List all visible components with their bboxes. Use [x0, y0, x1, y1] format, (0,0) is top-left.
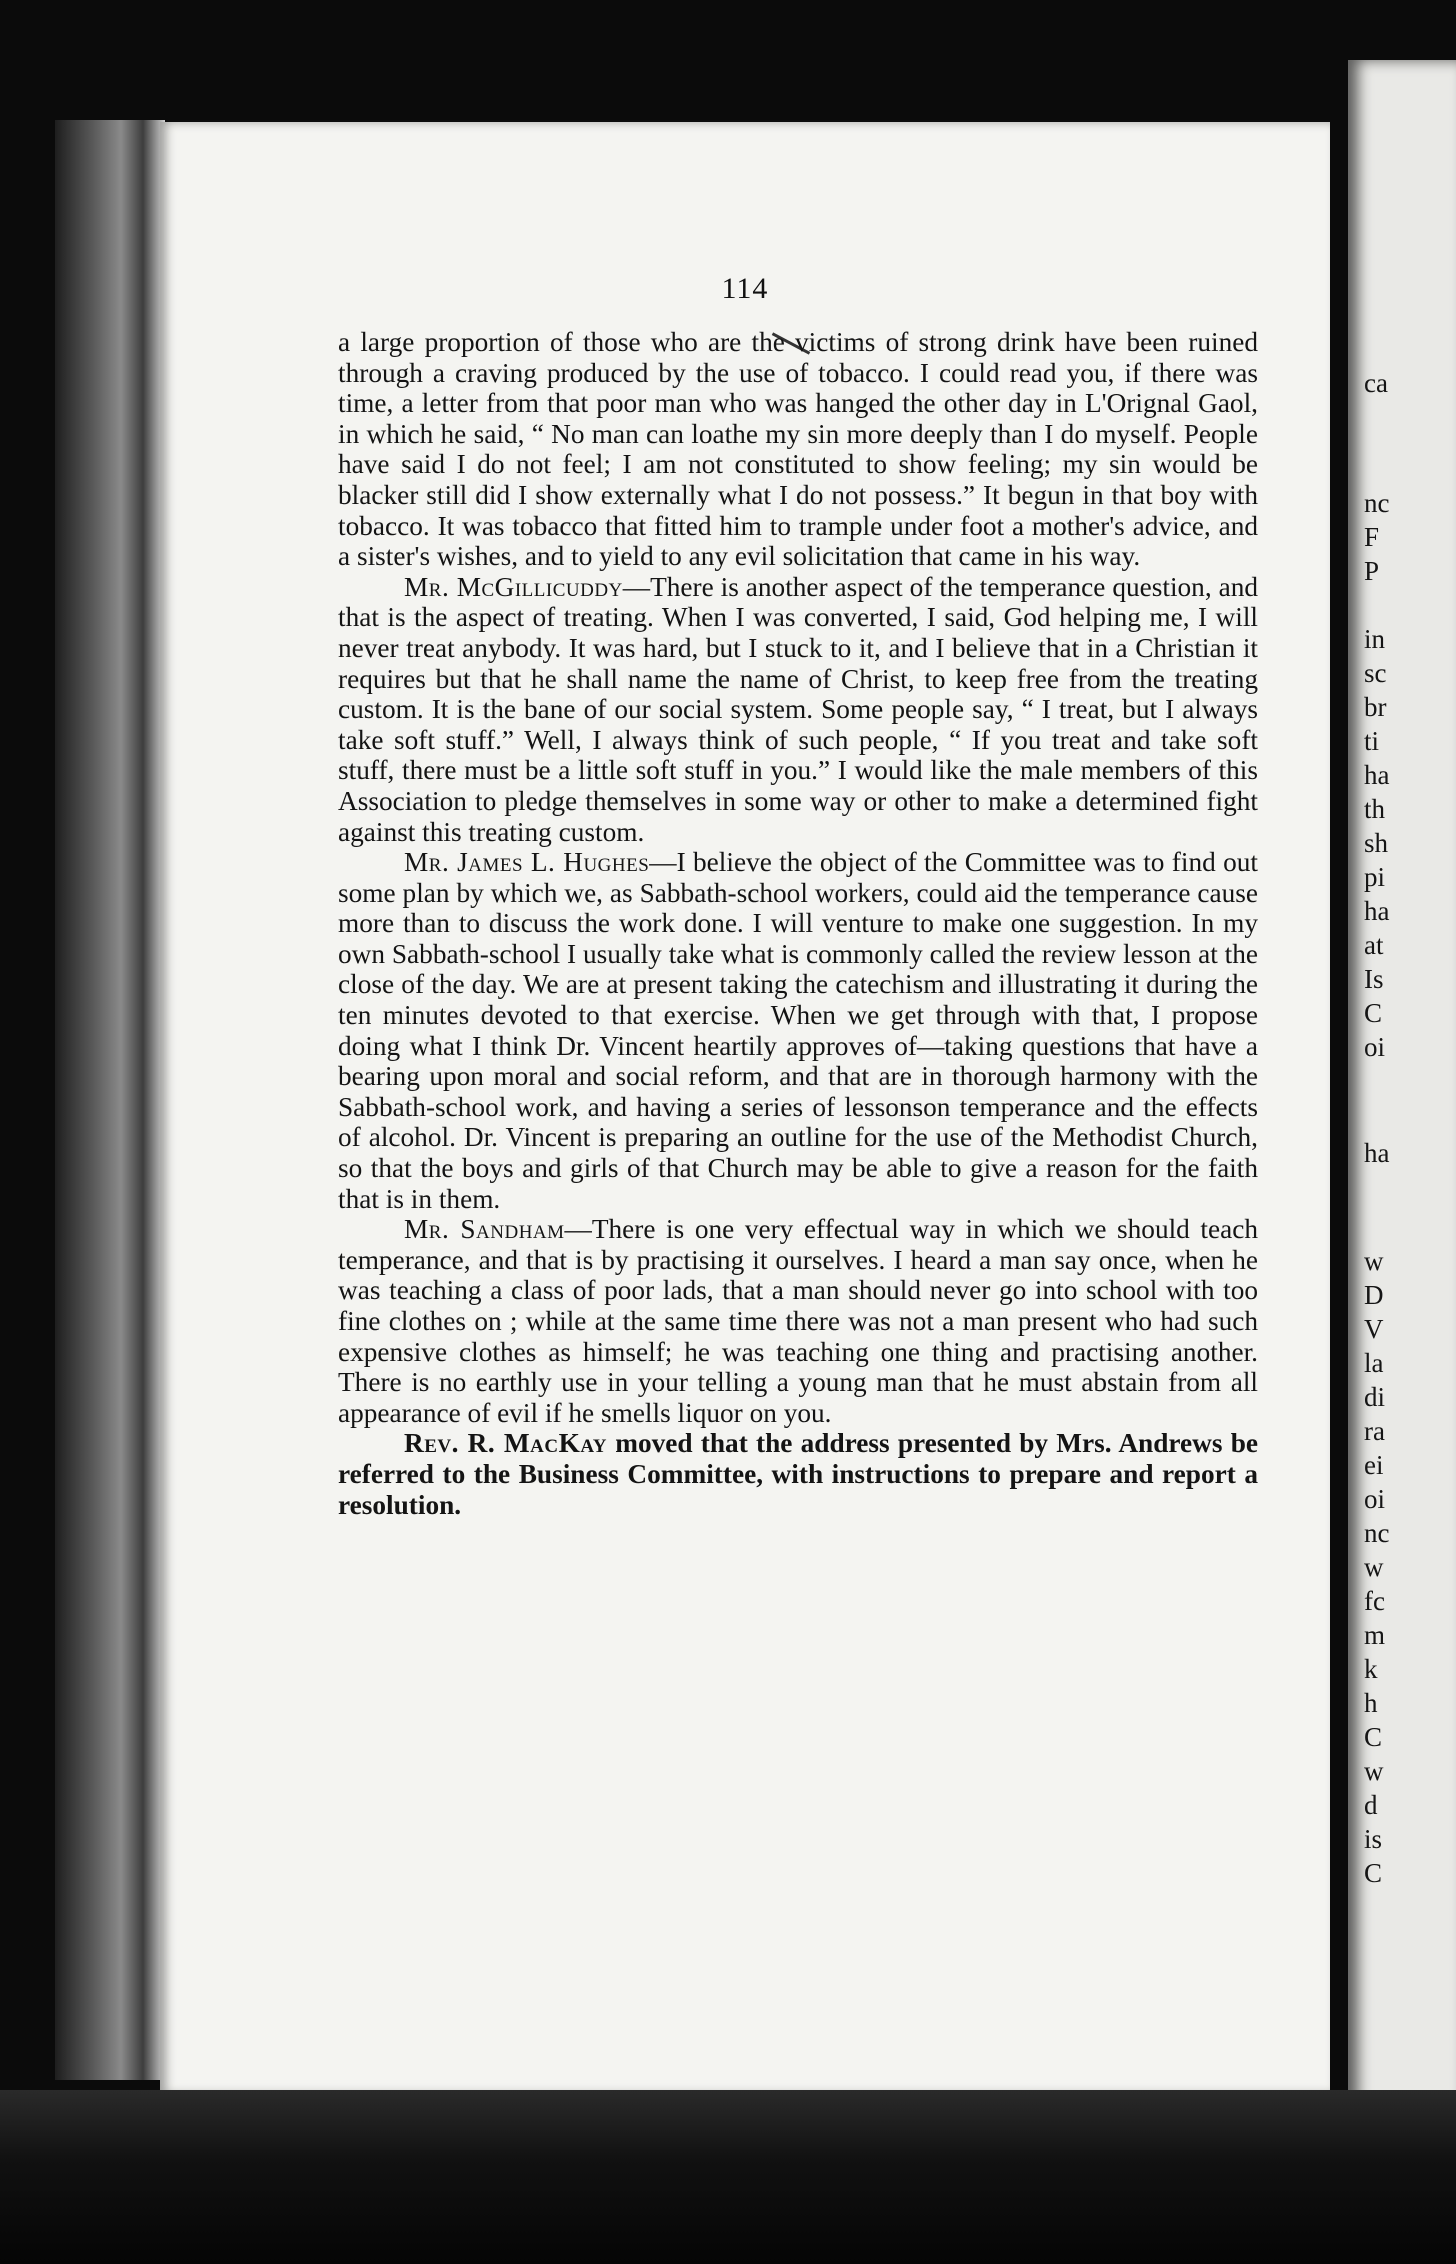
speaker-name: Rev. R. MacKay	[404, 1428, 608, 1459]
adjacent-page-fragment: w	[1364, 1756, 1384, 1786]
paragraph-text: moved that the address presented by Mrs. Andrews be referred to the Business Committee, with instructions to prepare and report a resolution.	[338, 1428, 1258, 1520]
adjacent-page-fragment: pi	[1364, 862, 1386, 892]
speaker-name: Mr. Sandham	[404, 1214, 565, 1245]
adjacent-page-fragment: w	[1364, 1552, 1384, 1582]
paragraph-mackay-motion	[338, 1428, 1258, 1520]
adjacent-page-fragment: is	[1364, 1824, 1383, 1854]
adjacent-page-fragment: oi	[1364, 1484, 1386, 1514]
adjacent-page-fragment: ca	[1364, 368, 1388, 398]
adjacent-page-fragment: di	[1364, 1382, 1386, 1412]
adjacent-page-fragment: ha	[1364, 896, 1390, 926]
adjacent-page-fragment: at	[1364, 930, 1384, 960]
paragraph-text: —There is another aspect of the temperance question, and that is the aspect of treating. When I was converted, I said, God helping me, I will never treat anybody. It was hard, but I stuck to it, and I believe that in a Christian it requires but that he shall name the name of Christ, to keep free from the treating custom. It is the bane of our social system. Some people say, “ I treat, but I always take soft stuff.” Well, I always think of such people, “ If you treat and take soft stuff, there must be a little soft stuff in you.” I would like the male members of this Association to pledge themselves in some way or other to make a determined fight against this treating custom.	[338, 571, 1258, 847]
adjacent-page-fragment: V	[1364, 1314, 1384, 1344]
paragraph-1	[338, 327, 1258, 572]
speaker-name: Mr. McGillicuddy	[404, 571, 623, 602]
adjacent-page-fragment: sc	[1364, 658, 1387, 688]
adjacent-page-fragment: fc	[1364, 1586, 1385, 1616]
adjacent-page-fragment: ei	[1364, 1450, 1384, 1480]
adjacent-page-fragment: d	[1364, 1790, 1378, 1820]
speaker-name: Mr. James L. Hughes	[404, 847, 650, 878]
adjacent-page-fragment: ha	[1364, 1138, 1390, 1168]
adjacent-page-fragment: ti	[1364, 726, 1380, 756]
adjacent-page-fragment: ha	[1364, 760, 1390, 790]
adjacent-page-fragment: sh	[1364, 828, 1389, 858]
adjacent-page-fragment: in	[1364, 624, 1386, 654]
adjacent-page-fragment: h	[1364, 1688, 1378, 1718]
book-spine-edge	[55, 120, 165, 2080]
adjacent-page-fragment: C	[1364, 1858, 1383, 1888]
paragraph-sandham	[338, 1214, 1258, 1428]
book-page	[160, 122, 1330, 2094]
paragraph-text: —There is one very effectual way in which we should teach temperance, and that is by practising it ourselves. I heard a man say once, when he was teaching a class of poor lads, that a man should never go into school with too fine clothes on ; while at the same time there was not a man present who had such expensive clothes as himself; he was teaching one thing and practising another. There is no earthly use in your telling a young man that he must abstain from all appearance of evil if he smells liquor on you.	[338, 1214, 1258, 1428]
adjacent-page-fragment: w	[1364, 1246, 1384, 1276]
scan-background	[0, 2090, 1456, 2264]
adjacent-page	[1348, 60, 1456, 2120]
paragraph-hughes	[338, 847, 1258, 1214]
adjacent-page-fragment: k	[1364, 1654, 1378, 1684]
adjacent-page-fragment: la	[1364, 1348, 1384, 1378]
paragraph-text: a large proportion of those who are the victims of strong drink have been ruined through a craving produced by the use of tobacco. I could read you, if there was time, a letter from that poor man who was hanged the other day in L'Orignal Gaol, in which he said, “ No man can loathe my sin more deeply than I do myself. People have said I do not feel; I am not constituted to show feeling; my sin would be blacker still did I show externally what I do not possess.” It begun in that boy with tobacco. It was tobacco that fitted him to trample under foot a mother's advice, and a sister's wishes, and to yield to any evil solicitation that came in his way.	[338, 327, 1258, 572]
adjacent-page-fragment: nc	[1364, 1518, 1390, 1548]
adjacent-page-fragment: D	[1364, 1280, 1384, 1310]
paragraph-mcgillicuddy	[338, 572, 1258, 847]
adjacent-page-fragment: C	[1364, 1722, 1383, 1752]
adjacent-page-fragment: br	[1364, 692, 1387, 722]
adjacent-page-fragment: Is	[1364, 964, 1384, 994]
adjacent-page-fragment: ra	[1364, 1416, 1385, 1446]
adjacent-page-fragment: th	[1364, 794, 1386, 824]
adjacent-page-fragment: P	[1364, 556, 1380, 586]
adjacent-page-fragment: C	[1364, 998, 1383, 1028]
adjacent-page-fragment: oi	[1364, 1032, 1386, 1062]
paragraph-text: —I believe the object of the Committee was to find out some plan by which we, as Sabbath-school workers, could aid the temperance cause more than to discuss the work done. I will venture to make one suggestion. In my own Sabbath-school I usually take what is commonly called the review lesson at the close of the day. We are at present taking the catechism and illustrating it during the ten minutes devoted to that exercise. When we get through with that, I propose doing what I think Dr. Vincent heartily approves of—taking questions that have a bearing upon moral and social reform, and that are in thorough harmony with the Sabbath-school work, and having a series of lessonson temperance and the effects of alcohol. Dr. Vincent is preparing an outline for the use of the Methodist Church, so that the boys and girls of that Church may be able to give a reason for the faith that is in them.	[338, 847, 1258, 1214]
adjacent-page-fragment: m	[1364, 1620, 1386, 1650]
page-number: 114	[721, 272, 769, 305]
page-body	[338, 327, 1258, 1520]
adjacent-page-fragment: nc	[1364, 488, 1390, 518]
adjacent-page-fragment: F	[1364, 522, 1380, 552]
